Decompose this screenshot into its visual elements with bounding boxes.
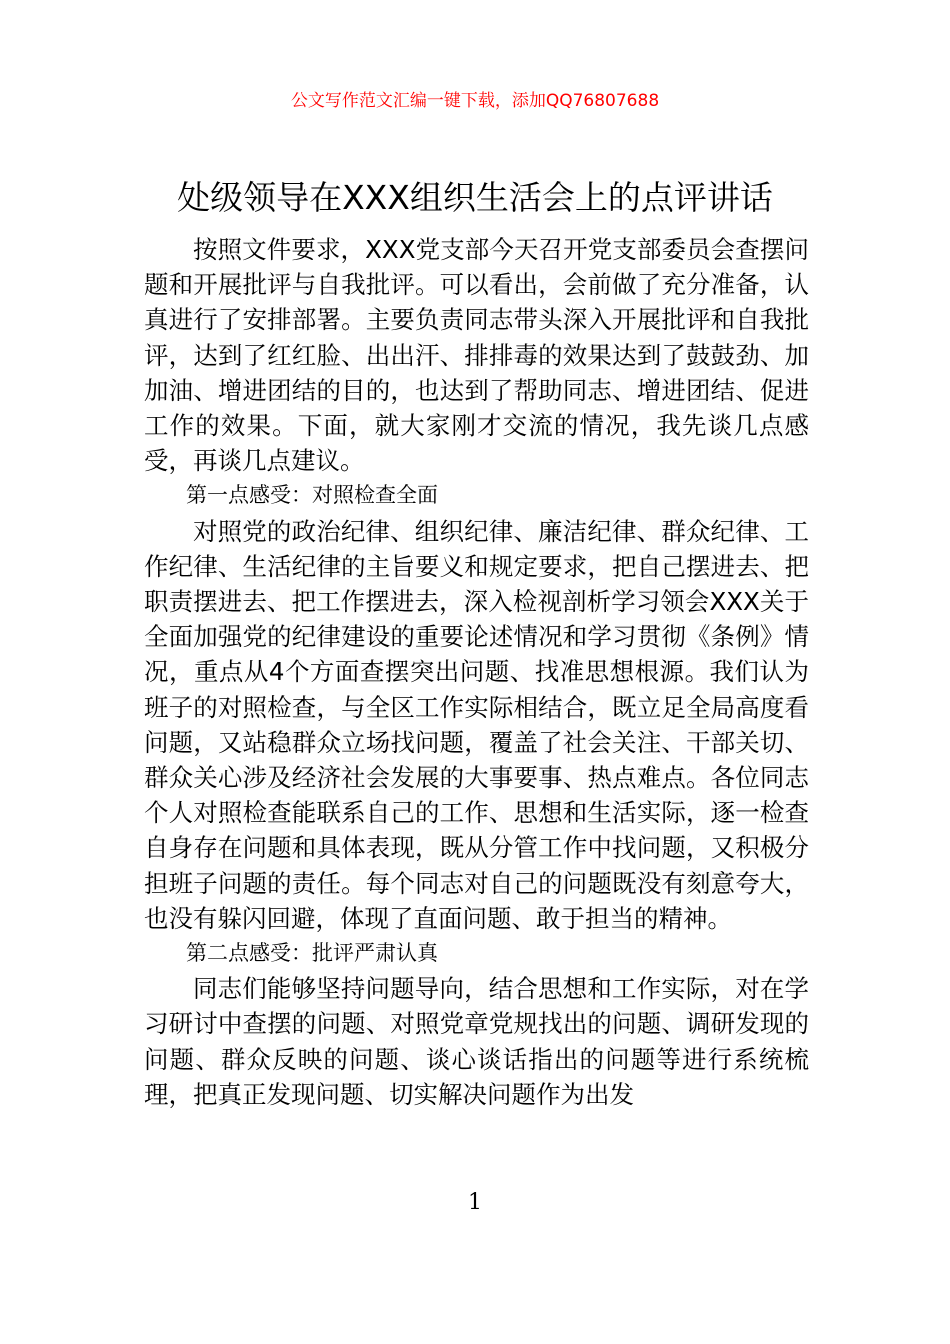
subheading-second-feeling: 第二点感受：批评严肃认真 [186, 941, 438, 966]
page-number: 1 [468, 1190, 482, 1215]
download-notice: 公文写作范文汇编一键下载，添加QQ76807688 [290, 91, 660, 111]
document-body [144, 232, 809, 1112]
document-title: 处级领导在XXX组织生活会上的点评讲话 [177, 178, 773, 217]
subheading-first-feeling: 第一点感受：对照检查全面 [186, 483, 438, 508]
paragraph-first-feeling: 对照党的政治纪律、组织纪律、廉洁纪律、群众纪律、工作纪律、生活纪律的主旨要义和规定要求，把自己摆进去、把职责摆进去、把工作摆进去，深入检视剖析学习领会XXX关于全面加强党的纪律建设的重要论述情况和学习贯彻《条例》情况，重点从4个方面查摆突出问题、找准思想根源。我们认为班子的对照检查，与全区工作实际相结合，既立足全局高度看问题，又站稳群众立场找问题，覆盖了社会关注、干部关切、群众关心涉及经济社会发展的大事要事、热点难点。各位同志个人对照检查能联系自己的工作、思想和生活实际，逐一检查自身存在问题和具体表现，既从分管工作中找问题，又积极分担班子问题的责任。每个同志对自己的问题既没有刻意夸大，也没有躲闪回避，体现了直面问题、敢于担当的精神。 [144, 516, 809, 933]
paragraph-second-feeling: 同志们能够坚持问题导向，结合思想和工作实际，对在学习研讨中查摆的问题、对照党章党规找出的问题、调研发现的问题、群众反映的问题、谈心谈话指出的问题等进行系统梳理，把真正发现问题、切实解决问题作为出发 [144, 974, 809, 1109]
paragraph-intro: 按照文件要求，XXX党支部今天召开党支部委员会查摆问题和开展批评与自我批评。可以看出，会前做了充分准备，认真进行了安排部署。主要负责同志带头深入开展批评和自我批评，达到了红红脸、出出汗、排排毒的效果达到了鼓鼓劲、加加油、增进团结的目的，也达到了帮助同志、增进团结、促进工作的效果。下面，就大家刚才交流的情况，我先谈几点感受，再谈几点建议。 [144, 235, 809, 476]
